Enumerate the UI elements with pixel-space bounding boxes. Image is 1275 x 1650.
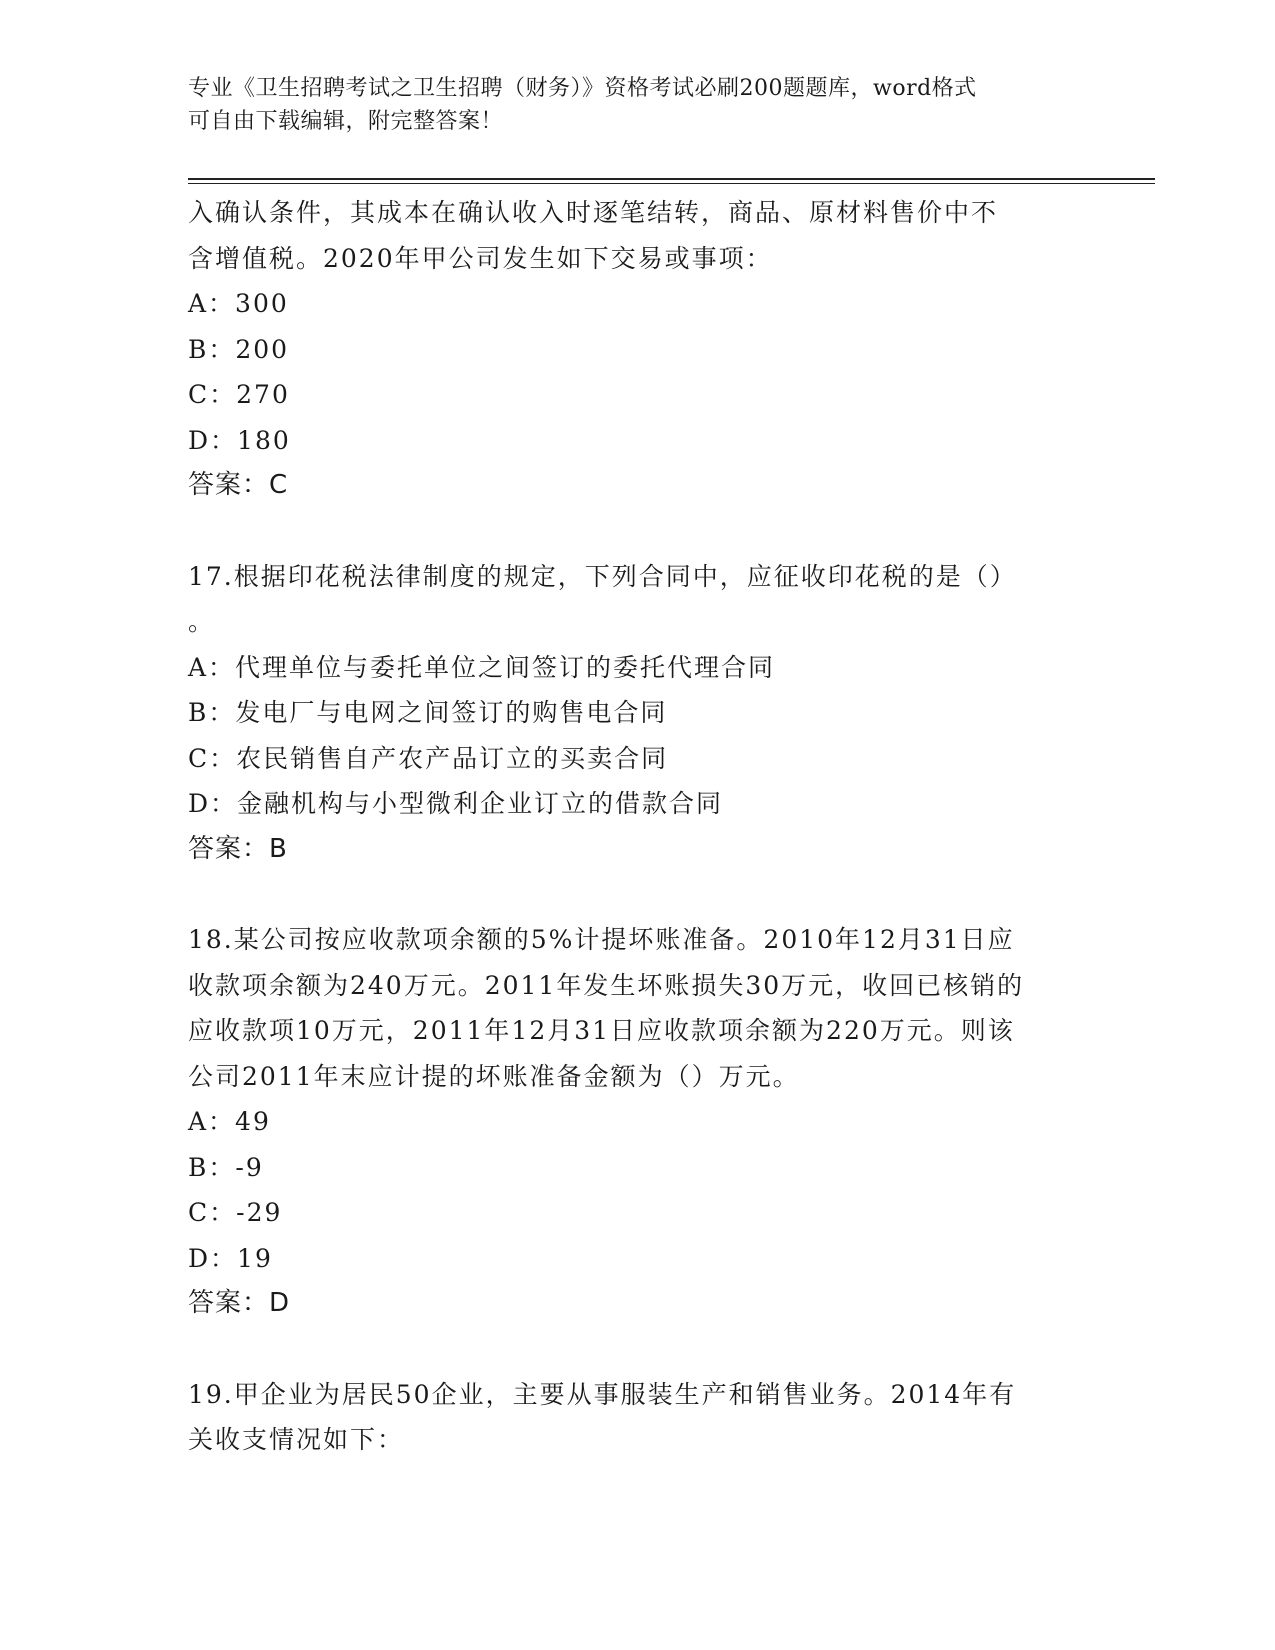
option-a: A：300 (188, 289, 289, 318)
answer-line: 答案：C (188, 470, 289, 500)
question-text-line: 公司2011年末应计提的坏账准备金额为（）万元。 (188, 1061, 800, 1091)
page-header (188, 72, 1068, 138)
question-text-line: 入确认条件，其成本在确认收入时逐笔结转，商品、原材料售价中不 (188, 198, 999, 227)
spacer (188, 872, 1088, 917)
option-a: A：代理单位与委托单位之间签订的委托代理合同 (188, 652, 776, 682)
header-title-line-2: 可自由下载编辑，附完整答案！ (188, 109, 504, 134)
question-text-line: 19.甲企业为居民50企业，主要从事服装生产和销售业务。2014年有 (188, 1379, 1017, 1409)
answer-line: 答案：B (188, 833, 288, 864)
option-a: A：49 (188, 1107, 271, 1136)
option-b: B：发电厂与电网之间签订的购售电合同 (188, 698, 668, 727)
question-text-line: 。 (188, 607, 216, 636)
question-17 (188, 554, 1088, 873)
option-d: D：金融机构与小型微利企业订立的借款合同 (188, 789, 724, 818)
option-c: C：270 (188, 380, 290, 409)
option-d: D：19 (188, 1243, 273, 1273)
option-b: B：-9 (188, 1152, 264, 1182)
option-c: C：农民销售自产农产品订立的买卖合同 (188, 743, 669, 773)
question-text-line: 含增值税。2020年甲公司发生如下交易或事项： (188, 243, 773, 273)
question-text-line: 18.某公司按应收款项余额的5%计提坏账准备。2010年12月31日应 (188, 925, 1015, 954)
option-c: C：-29 (188, 1198, 283, 1227)
question-text-line: 应收款项10万元，2011年12月31日应收款项余额为220万元。则该 (188, 1016, 1015, 1045)
question-16-continuation (188, 190, 1088, 509)
spacer (188, 509, 1088, 554)
answer-line: 答案：D (188, 1288, 291, 1318)
question-text-line: 收款项余额为240万元。2011年发生坏账损失30万元，收回已核销的 (188, 970, 1025, 1000)
question-18 (188, 917, 1088, 1327)
header-title-line-1: 专业《卫生招聘考试之卫生招聘（财务）》资格考试必刷200题题库，word格式 (188, 76, 977, 101)
question-19 (188, 1372, 1088, 1463)
option-b: B：200 (188, 334, 290, 364)
spacer (188, 1327, 1088, 1372)
question-text-line: 关收支情况如下： (188, 1425, 405, 1454)
question-text-line: 17.根据印花税法律制度的规定，下列合同中，应征收印花税的是（） (188, 561, 1017, 591)
option-d: D：180 (188, 425, 291, 455)
header-divider (188, 178, 1155, 184)
question-content (188, 190, 1088, 1463)
